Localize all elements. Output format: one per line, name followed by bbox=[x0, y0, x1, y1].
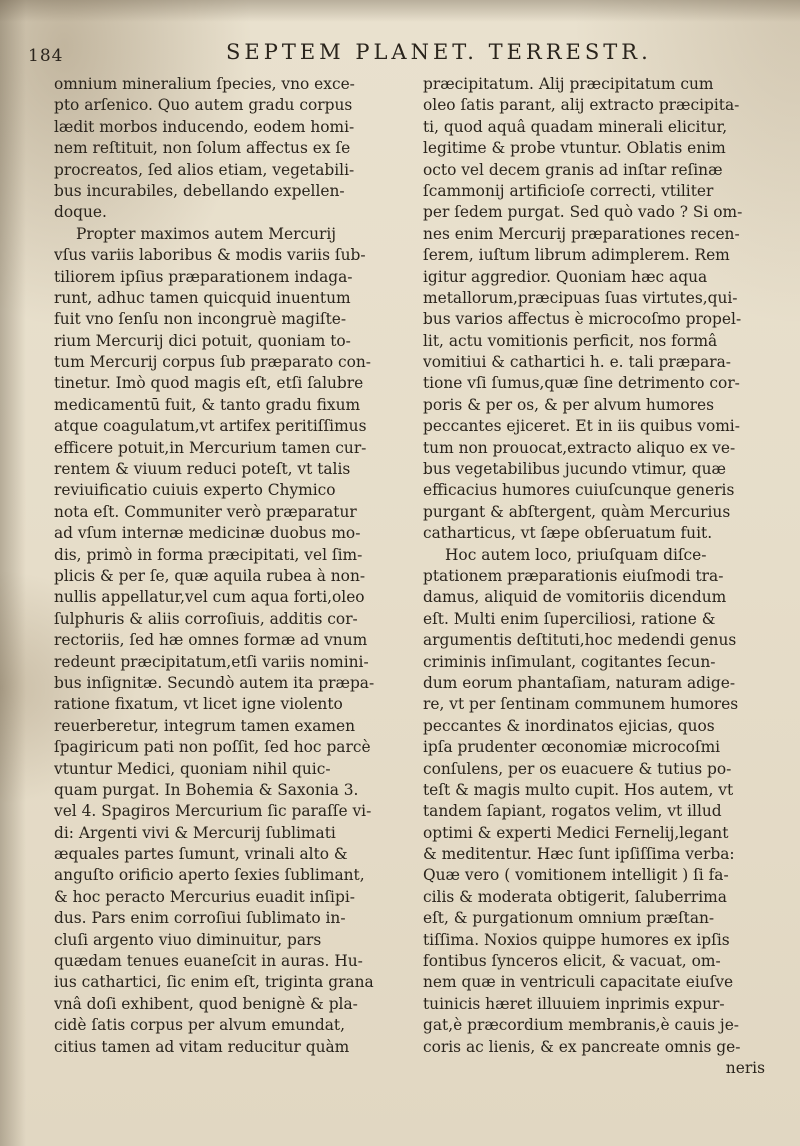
text-line: ratione fixatum, vt licet igne violento bbox=[54, 695, 343, 714]
text-line: neris bbox=[725, 1058, 765, 1077]
text-line: ti, quod aquâ quadam minerali elicitur, bbox=[423, 117, 728, 136]
text-line: medicamentū fuit, & tanto gradu fixum bbox=[54, 395, 361, 414]
text-line: lit, actu vomitionis perficit, nos formâ bbox=[423, 331, 718, 350]
text-line: Propter maximos autem Mercurij bbox=[76, 224, 337, 243]
running-title: SEPTEM PLANET. TERRESTR. bbox=[226, 40, 652, 64]
text-line: ipſa prudenter œconomiæ microcoſmi bbox=[423, 738, 721, 757]
text-line: metallorum,præcipuas ſuas virtutes,qui- bbox=[423, 288, 738, 307]
text-line: octo vel decem granis ad inſtar reſinæ bbox=[423, 160, 723, 179]
text-line: catharticus, vt ſæpe obſeruatum fuit. bbox=[423, 524, 713, 543]
text-line: Hoc autem loco, priuſquam diſce- bbox=[445, 545, 707, 564]
text-line: bus vegetabilibus jucundo vtimur, quæ bbox=[423, 460, 726, 479]
text-line: eſt. Multi enim ſuperciliosi, ratione & bbox=[423, 609, 716, 628]
text-line: dum eorum phantaſiam, naturam adige- bbox=[423, 673, 736, 692]
text-line: vel 4. Spagiros Mercurium ſic paraſſe vi- bbox=[54, 802, 372, 821]
text-line: fuit vno ſenſu non incongruè magiſte- bbox=[54, 310, 347, 329]
text-line: argumentis deſtituti,hoc medendi genus bbox=[423, 631, 737, 650]
text-line: ſcammonij artificioſe correcti, vtiliter bbox=[423, 181, 714, 200]
text-line: redeunt præcipitatum,etſi variis nomini- bbox=[54, 652, 369, 671]
text-line: purgant & abſtergent, quàm Mercurius bbox=[423, 502, 731, 521]
text-line: tinetur. Imò quod magis eſt, etſi ſalubre bbox=[54, 374, 364, 393]
text-line: reviuificatio cuiuis experto Chymico bbox=[54, 481, 336, 500]
text-line: damus, aliquid de vomitoriis dicendum bbox=[423, 588, 727, 607]
text-line: bus incurabiles, debellando expellen- bbox=[54, 181, 345, 200]
text-line: legitime & probe vtuntur. Oblatis enim bbox=[423, 139, 726, 158]
text-line: tione vſi ſumus,quæ ſine detrimento cor- bbox=[423, 374, 740, 393]
text-line: ſulphuris & aliis corroſiuis, additis cor- bbox=[54, 609, 358, 628]
text-line: vomitiui & cathartici h. e. tali præpara- bbox=[423, 353, 731, 372]
text-line: quædam tenues euaneſcit in auras. Hu- bbox=[54, 952, 363, 971]
text-line: dis, primò in forma præcipitati, vel ſim- bbox=[54, 545, 363, 564]
text-line: gat,è præcordium membranis,è cauis je- bbox=[423, 1016, 740, 1035]
text-line: rium Mercurij dici potuit, quoniam to- bbox=[54, 331, 351, 350]
text-line: rentem & viuum reduci poteſt, vt talis bbox=[54, 460, 351, 479]
text-line: plicis & per ſe, quæ aquila rubea à non- bbox=[54, 566, 366, 585]
text-line: nota eſt. Communiter verò præparatur bbox=[54, 502, 357, 521]
text-line: Quæ vero ( vomitionem intelligit ) ſi fa- bbox=[423, 866, 729, 885]
text-line: tiſſima. Noxios quippe humores ex ipſis bbox=[423, 930, 730, 949]
text-line: tum non prouocat,extracto aliquo ex ve- bbox=[423, 438, 736, 457]
text-line: nem reſtituit, non ſolum affectus ex ſe bbox=[54, 139, 351, 158]
text-line: ſerem, iuſtum librum adimplerem. Rem bbox=[423, 246, 730, 265]
page-number: 184 bbox=[28, 46, 64, 66]
text-line: dus. Pars enim corroſiui ſublimato in- bbox=[54, 909, 346, 928]
text-line: peccantes & inordinatos ejicias, quos bbox=[423, 716, 715, 735]
text-line: tiliorem ipſius præparationem indaga- bbox=[54, 267, 353, 286]
text-line: tuinicis hæret illuuiem inprimis expur- bbox=[423, 994, 725, 1013]
page-header bbox=[28, 40, 768, 70]
text-line: tandem ſapiant, rogatos velim, vt illud bbox=[423, 802, 722, 821]
text-line: ptationem præparationis eiuſmodi tra- bbox=[423, 566, 724, 585]
text-line: quam purgat. In Bohemia & Saxonia 3. bbox=[54, 780, 359, 799]
page-edge-shadow-top bbox=[0, 0, 800, 22]
text-line: cluſi argento viuo diminuitur, pars bbox=[54, 930, 322, 949]
text-line: æquales partes ſumunt, vrinali alto & bbox=[54, 845, 348, 864]
text-line: rectoriis, ſed hæ omnes formæ ad vnum bbox=[54, 631, 368, 650]
text-line: efficacius humores cuiuſcunque generis bbox=[423, 481, 735, 500]
text-line: nem quæ in ventriculi capacitate eiuſve bbox=[423, 973, 734, 992]
text-line: per ſedem purgat. Sed quò vado ? Si om- bbox=[423, 203, 743, 222]
text-line: poris & per os, & per alvum humores bbox=[423, 395, 714, 414]
text-line: ius cathartici, ſic enim eſt, triginta grana bbox=[54, 973, 374, 992]
text-line: bus inſignitæ. Secundò autem ita præpa- bbox=[54, 673, 375, 692]
text-line: igitur aggredior. Quoniam hæc aqua bbox=[423, 267, 708, 286]
text-line: teſt & magis multo cupit. Hos autem, vt bbox=[423, 780, 734, 799]
text-line: oleo ſatis parant, alij extracto præcipita- bbox=[423, 96, 740, 115]
text-line: fontibus ſynceros elicit, & vacuat, om- bbox=[423, 952, 721, 971]
text-line: bus varios affectus è microcoſmo propel- bbox=[423, 310, 742, 329]
text-line: nullis appellatur,vel cum aqua forti,oleo bbox=[54, 588, 365, 607]
text-line: ſpagiricum pati non poſſit, ſed hoc parcè bbox=[54, 738, 371, 757]
right-text-column bbox=[423, 74, 769, 1079]
text-line: runt, adhuc tamen quicquid inuentum bbox=[54, 288, 351, 307]
text-line: reuerberetur, integrum tamen examen bbox=[54, 716, 355, 735]
text-line: doque. bbox=[54, 203, 107, 222]
text-line: & meditentur. Hæc ſunt ipſiſſima verba: bbox=[423, 845, 735, 864]
text-line: efficere potuit,in Mercurium tamen cur- bbox=[54, 438, 367, 457]
text-line: præcipitatum. Alij præcipitatum cum bbox=[423, 75, 714, 93]
text-line: atque coagulatum,vt artifex peritiſſimus bbox=[54, 417, 367, 436]
text-line: & hoc peracto Mercurius euadit inſipi- bbox=[54, 887, 355, 906]
text-line: vſus variis laboribus & modis variis ſub- bbox=[54, 246, 366, 265]
text-line: conſulens, per os euacuere & tutius po- bbox=[423, 759, 732, 778]
text-line: peccantes ejiceret. Et in iis quibus vomi- bbox=[423, 417, 740, 436]
text-line: re, vt per ſentinam communem humores bbox=[423, 695, 739, 714]
text-line: procreatos, ſed alios etiam, vegetabili- bbox=[54, 160, 355, 179]
text-line: cilis & moderata obtigerit, ſaluberrima bbox=[423, 887, 727, 906]
text-line: pto arſenico. Quo autem gradu corpus bbox=[54, 96, 353, 115]
text-line: cidè ſatis corpus per alvum emundat, bbox=[54, 1016, 345, 1035]
text-line: eſt, & purgationum omnium præſtan- bbox=[423, 909, 715, 928]
text-line: coris ac lienis, & ex pancreate omnis ge- bbox=[423, 1037, 741, 1056]
text-line: optimi & experti Medici Fernelij,legant bbox=[423, 823, 729, 842]
text-line: lædit morbos inducendo, eodem homi- bbox=[54, 117, 355, 136]
text-line: di: Argenti vivi & Mercurij ſublimati bbox=[54, 823, 336, 842]
text-line: criminis inſimulant, cogitantes ſecun- bbox=[423, 652, 716, 671]
text-line: vnâ doſi exhibent, quod benignè & pla- bbox=[54, 994, 358, 1013]
text-line: omnium mineralium ſpecies, vno exce- bbox=[54, 75, 355, 93]
left-text-column bbox=[54, 74, 398, 1058]
text-line: ad vſum internæ medicinæ duobus mo- bbox=[54, 524, 361, 543]
text-line: tum Mercurij corpus ſub præparato con- bbox=[54, 353, 372, 372]
text-line: citius tamen ad vitam reducitur quàm bbox=[54, 1037, 350, 1056]
text-line: vtuntur Medici, quoniam nihil quic- bbox=[54, 759, 331, 778]
text-line: nes enim Mercurij præparationes recen- bbox=[423, 224, 740, 243]
text-line: anguſto orificio aperto ſexies ſublimant, bbox=[54, 866, 365, 885]
page-edge-shadow-left bbox=[0, 0, 26, 1146]
